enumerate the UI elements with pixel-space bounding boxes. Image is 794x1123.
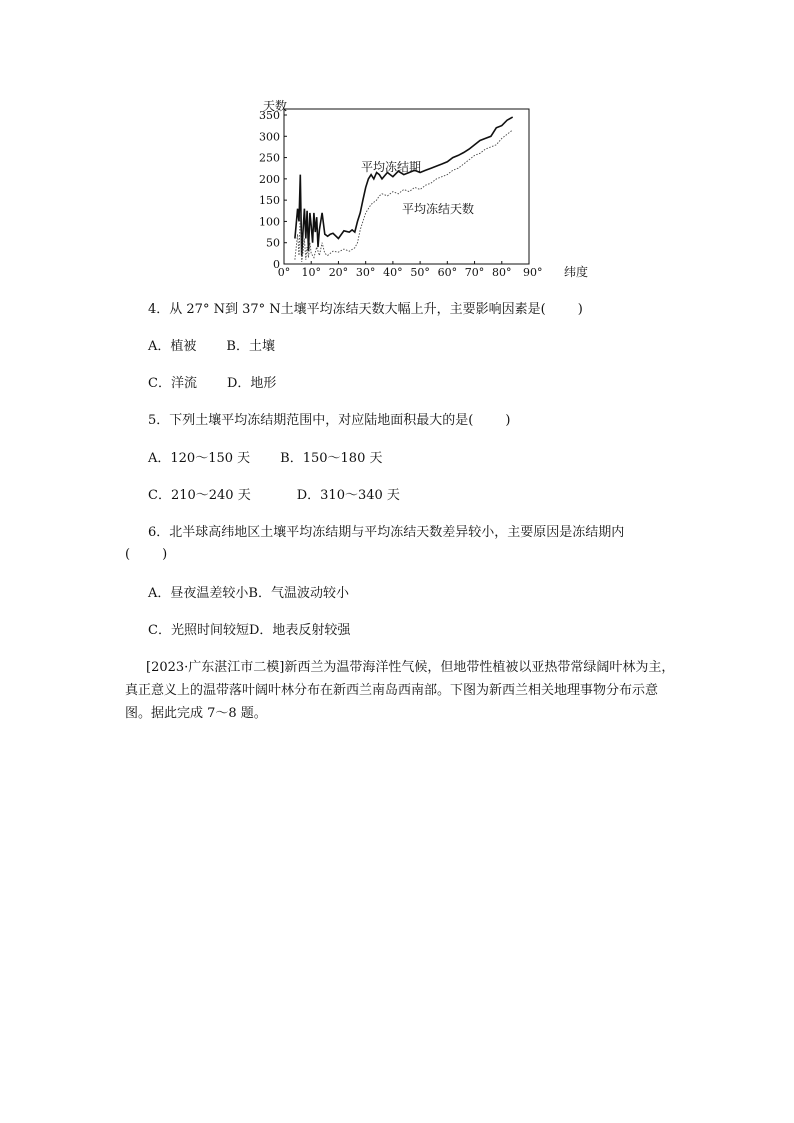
freeze-chart-svg bbox=[255, 96, 589, 281]
option-a[interactable]: A．120～150 天 bbox=[148, 451, 251, 466]
x-tick-label: 90° bbox=[523, 266, 543, 279]
y-tick-label: 300 bbox=[259, 130, 280, 144]
question-4-options-row-1 bbox=[148, 337, 275, 357]
x-tick-label: 80° bbox=[492, 266, 512, 279]
series-label-freeze-days: 平均冻结天数 bbox=[402, 202, 475, 216]
option-c[interactable]: C．210～240 天 bbox=[148, 488, 251, 503]
y-tick-label: 50 bbox=[266, 236, 280, 250]
y-tick-label: 100 bbox=[259, 215, 280, 229]
option-d[interactable]: D．地表反射较强 bbox=[248, 623, 351, 638]
question-paren-close: ) bbox=[505, 413, 511, 428]
x-axis-label: 纬度 bbox=[564, 265, 589, 279]
question-paren-close: ) bbox=[577, 302, 583, 317]
option-b[interactable]: B．气温波动较小 bbox=[248, 586, 349, 601]
question-6 bbox=[148, 523, 624, 543]
question-4-options-row-2 bbox=[148, 374, 276, 394]
option-c[interactable]: C．洋流 bbox=[148, 376, 197, 391]
intro-source: [2023·广东湛江市二模] bbox=[146, 660, 285, 675]
question-number: 5 bbox=[148, 413, 157, 428]
question-5 bbox=[148, 411, 510, 431]
x-tick-label: 40° bbox=[383, 266, 403, 279]
option-d[interactable]: D．地形 bbox=[226, 376, 277, 391]
question-number: 4 bbox=[148, 302, 157, 317]
intro-text: 新西兰为温带海洋性气候，但地带性植被以亚热带常绿阔叶林为主，真正意义上的温带落叶阔叶林分布在新西兰南岛西南部。下图为新西兰相关地理事物分布示意图。据此完成 7～8 题。 bbox=[125, 660, 675, 721]
y-tick-label: 250 bbox=[259, 151, 280, 165]
question-paren-open: ( bbox=[125, 547, 131, 562]
y-tick-label: 350 bbox=[259, 109, 280, 122]
y-axis-label: 天数 bbox=[263, 99, 288, 113]
x-tick-label: 20° bbox=[328, 266, 349, 279]
series-label-freeze-period: 平均冻结期 bbox=[361, 160, 422, 174]
question-paren-close: ) bbox=[162, 547, 168, 562]
x-tick-label: 10° bbox=[301, 266, 321, 279]
y-tick-label: 200 bbox=[259, 172, 280, 186]
question-4 bbox=[148, 300, 583, 320]
x-tick-label: 70° bbox=[464, 266, 485, 279]
x-tick-label: 0° bbox=[277, 266, 291, 279]
question-stem: ．北半球高纬地区土壤平均冻结期与平均冻结天数差异较小，主要原因是冻结期内 bbox=[156, 525, 625, 540]
question-number: 6 bbox=[148, 525, 157, 540]
option-c[interactable]: C．光照时间较短 bbox=[148, 623, 249, 638]
series-line-freeze-period bbox=[295, 117, 513, 255]
x-tick-label: 50° bbox=[410, 266, 430, 279]
x-tick-label: 30° bbox=[355, 266, 376, 279]
plot-frame bbox=[284, 109, 529, 264]
option-d[interactable]: D．310～340 天 bbox=[296, 488, 400, 503]
option-b[interactable]: B．150～180 天 bbox=[280, 451, 383, 466]
intro-paragraph bbox=[125, 656, 680, 725]
freeze-chart bbox=[255, 96, 589, 281]
question-6-options-row-1 bbox=[148, 584, 349, 604]
question-5-options-row-1 bbox=[148, 449, 382, 469]
option-a[interactable]: A．昼夜温差较小 bbox=[148, 586, 249, 601]
question-stem: ．下列土壤平均冻结期范围中，对应陆地面积最大的是( bbox=[156, 413, 474, 428]
question-5-options-row-2 bbox=[148, 486, 400, 506]
x-tick-label: 60° bbox=[437, 266, 458, 279]
option-a[interactable]: A．植被 bbox=[148, 339, 197, 354]
question-6-line-2 bbox=[125, 545, 167, 565]
y-tick-label: 150 bbox=[259, 194, 280, 208]
series-line-freeze-days bbox=[295, 130, 513, 262]
y-tick-label: 0 bbox=[273, 258, 280, 271]
question-6-options-row-2 bbox=[148, 621, 350, 641]
question-stem: ．从 27° N到 37° N土壤平均冻结天数大幅上升，主要影响因素是( bbox=[156, 302, 546, 317]
option-b[interactable]: B．土壤 bbox=[226, 339, 275, 354]
